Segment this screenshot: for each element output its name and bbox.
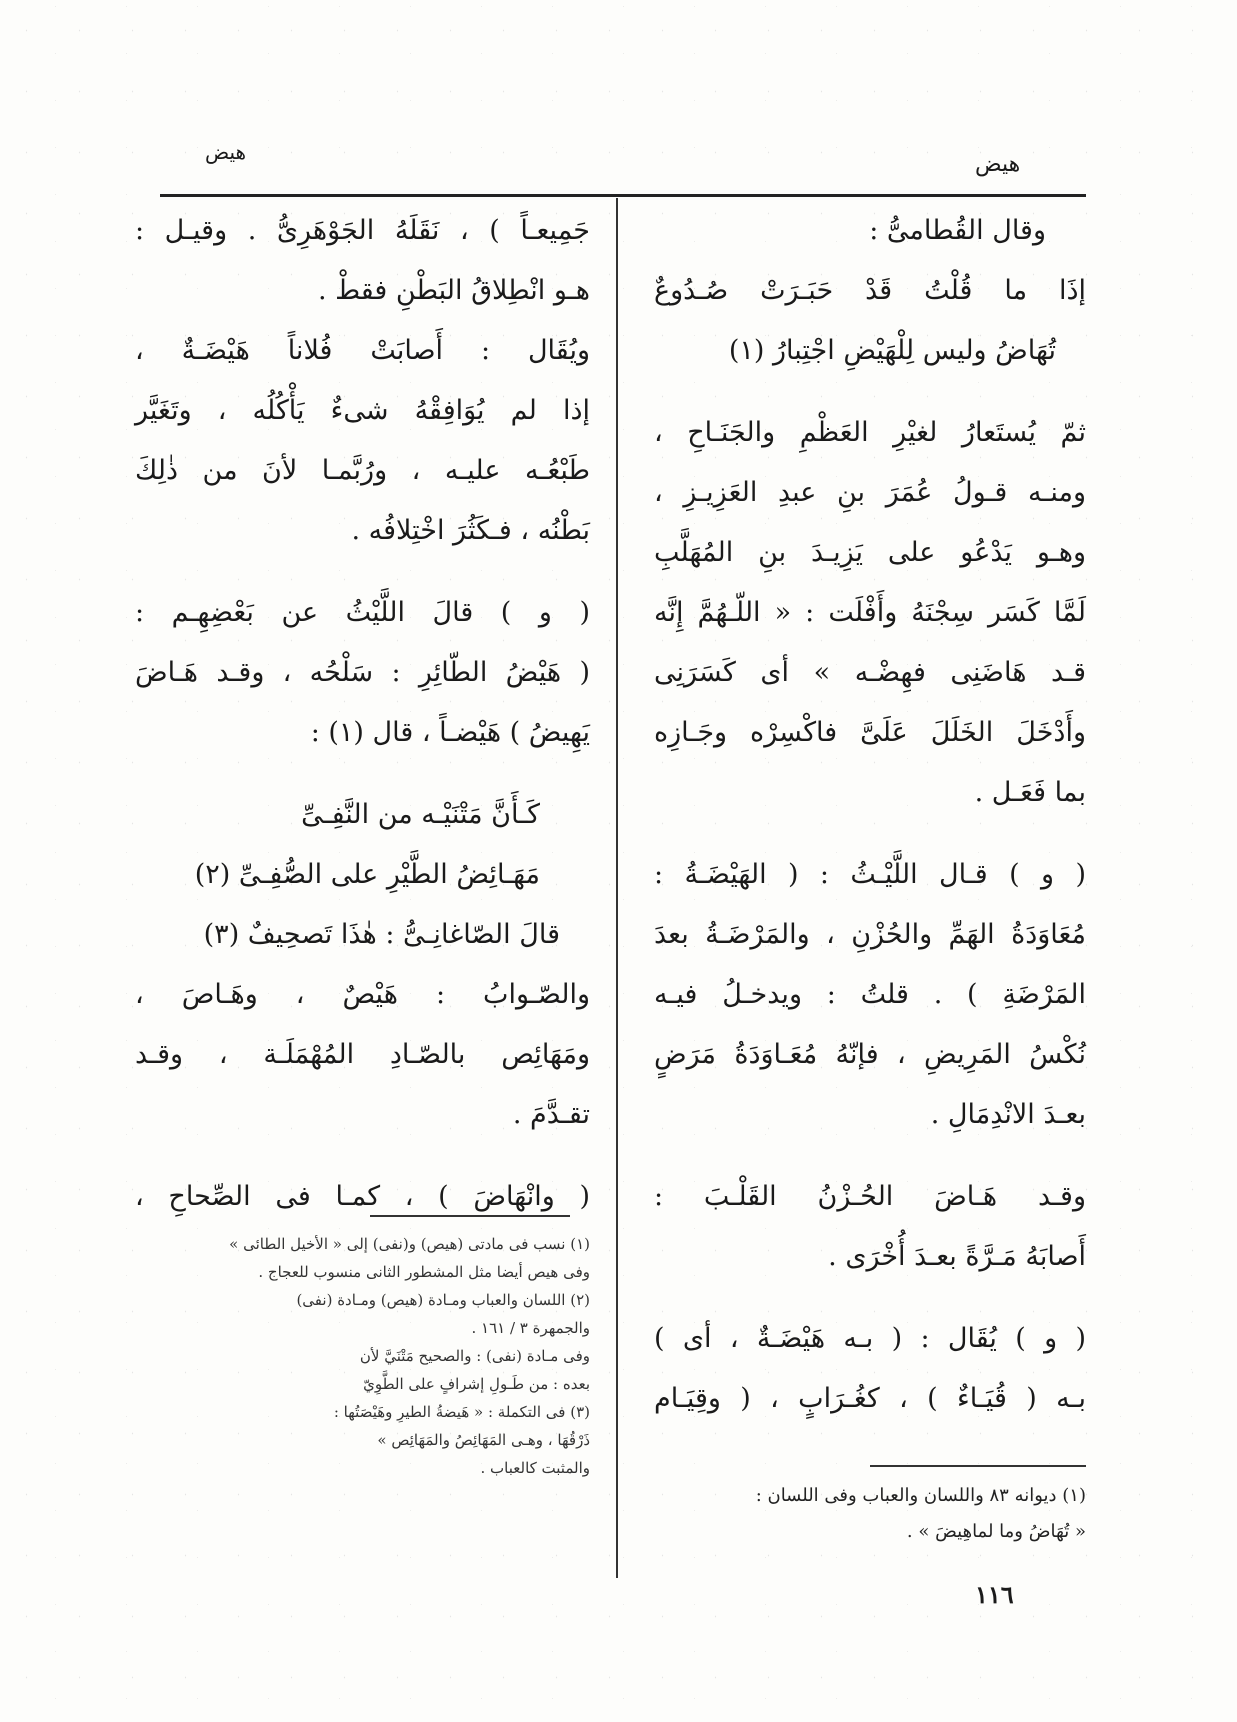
text-line: بما فَعَـل . <box>974 777 1086 808</box>
footnote-rule-right <box>870 1465 1086 1467</box>
page-number: ١١٦ <box>975 1580 1014 1609</box>
right-column <box>654 212 1086 1440</box>
footnote-line: وفى هيص أيضا مثل المشطور الثانى منسوب للعجاج . <box>258 1263 590 1281</box>
text-line: ويُقَال : أَصابَتْ فُلاناً هَيْضَـةٌ ، <box>135 335 590 366</box>
text-line: ومنـه قـولُ عُمَرَ بنِ عبدِ العَزِيـزِ ، <box>654 477 1086 508</box>
text-line: بَطْنُه ، فـكَثُرَ اخْتِلافُه . <box>351 515 590 546</box>
footnote-rule-left <box>370 1215 570 1217</box>
text-line: ( هَيْضُ الطّائِرِ : سَلْحُه ، وقـد هَـاضَ <box>135 657 590 688</box>
footnote-line: (٣) فى التكملة : « هَيضةُ الطيرِ وهَيْصَتُها : <box>333 1403 590 1421</box>
text-line: والصّـوابُ : هَيْصٌ ، وهَـاصَ ، <box>135 979 590 1010</box>
text-line: هـو انْطِلاقُ البَطْنِ فقطْ . <box>317 275 590 306</box>
footnote-line: « تُهَاضُ وما لماهِيضَ » . <box>906 1521 1086 1542</box>
text-line: قالَ الصّاغانِـىُّ : هٰذَا تَصحِيفٌ (٣) <box>203 919 560 950</box>
text-line: بـه ( قُيَـاءٌ ) ، كغُـرَابٍ ، ( وقِيَـام <box>654 1383 1086 1414</box>
text-line: وهـو يَدْعُو على يَزِيـدَ بنِ المُهَلَّبِ <box>654 537 1086 568</box>
text-line: نُكْسُ المَرِيضِ ، فإنّهُ مُعَـاوَدَةُ مَرَضٍ <box>654 1039 1086 1070</box>
text-line: قـد هَاضَنِى فهِضْـه » أى كَسَرَنِى <box>654 657 1086 688</box>
footnote-line: (١) ديوانه ٨٣ واللسان والعباب وفى اللسان : <box>755 1485 1086 1506</box>
text-line: إذا لم يُوَافِقْهُ شىءٌ يَأْكُلُه ، وتَغَيَّر <box>135 395 590 426</box>
footnote-line: بعده : من طَـولِ إشرافٍ على الطَّوِيّ <box>363 1375 590 1393</box>
footnote-line: والمثبت كالعباب . <box>480 1459 590 1477</box>
text-line: جَمِيعـاً ) ، نَقَلَهُ الجَوْهَرِىُّ . وقيـل : <box>135 215 590 246</box>
text-line: أَصابَهُ مَـرَّةً بعـدَ أُخْرَى . <box>828 1241 1086 1272</box>
running-head-right: هيض <box>975 152 1021 177</box>
text-line: ( و ) قالَ اللَّيْثُ عن بَعْضِهِـم : <box>135 597 590 628</box>
left-column <box>135 212 590 1238</box>
footnote-line: (١) نسب فى مادتى (هيص) و(نفى) إلى « الأخيل الطائى » <box>229 1235 590 1253</box>
verse-line: مَهَـائِضُ الطَّيْرِ على الصُّفِـىِّ (٢) <box>194 859 540 890</box>
verse-line: تُهَاضُ وليس لِلْهَيْضِ اجْتِبارُ (١) <box>728 335 1056 366</box>
footnote-line: (٢) اللسان والعباب ومـادة (هيص) ومـادة (نفى) <box>296 1291 590 1309</box>
text-line: بعـدَ الانْدِمَالِ . <box>930 1099 1086 1130</box>
text-line: طَبْعُـه عليـه ، ورُبَّمـا لأنَ من ذٰلِكَ <box>135 455 590 486</box>
footnotes-right <box>654 1478 1086 1550</box>
text-line: تقـدَّمَ . <box>512 1099 590 1130</box>
header-rule <box>160 194 1086 197</box>
running-head-left: هيض <box>205 140 247 164</box>
footnotes-left <box>135 1230 590 1482</box>
text-line: وقال القُطامىُّ : <box>869 215 1046 246</box>
text-line: ( وانْهَاضَ ) ، كمـا فى الصِّحاحِ ، <box>135 1181 590 1212</box>
footnote-line: ذَرْقُهَا ، وهـى المَهَائِصُ والمَهَائِص » <box>377 1431 590 1449</box>
text-line: المَرْضَةِ ) . قلتُ : ويدخـلُ فيـه <box>654 979 1086 1010</box>
verse-line: كَـأَنَّ مَتْنَيْـه من النَّفِـىِّ <box>301 799 540 830</box>
footnote-line: وفى مـادة (نفى) : والصحيح مَتْنَيَّ لأن <box>359 1347 590 1365</box>
verse-line: إذَا ما قُلْتُ قَدْ حَبَـرَتْ صُـدُوعٌ <box>654 275 1086 306</box>
text-line: وقـد هَـاضَ الحُـزْنُ القَلْـبَ : <box>654 1181 1086 1212</box>
text-line: ثمّ يُستَعارُ لغيْرِ العَظْمِ والجَنَـاحِ ، <box>654 417 1086 448</box>
text-line: وأَدْخَلَ الخَلَلَ عَلَىَّ فاكْسِرْه وجَـازِه <box>654 717 1086 748</box>
text-line: لَمَّا كَسَر سِجْنَهُ وأَفْلَت : « اللّـهُمَّ إِنَّه <box>654 597 1086 628</box>
text-line: يَهِيضُ ) هَيْضـاً ، قال (١) : <box>310 717 590 748</box>
text-line: ( و ) قـال اللَّيْـثُ : ( الهَيْضَـةُ : <box>654 859 1086 890</box>
text-line: ومَهَائِص بالصّـادِ المُهْمَلَـة ، وقـد <box>135 1039 590 1070</box>
text-line: ( و ) يُقَال : ( بـه هَيْضَـةٌ ، أى ) <box>654 1323 1086 1354</box>
column-divider <box>616 198 618 1578</box>
text-line: مُعَاوَدَةُ الهَمِّ والحُزْنِ ، والمَرْضَـةُ بعدَ <box>654 919 1086 950</box>
footnote-line: والجمهرة ٣ / ١٦١ . <box>471 1319 590 1337</box>
